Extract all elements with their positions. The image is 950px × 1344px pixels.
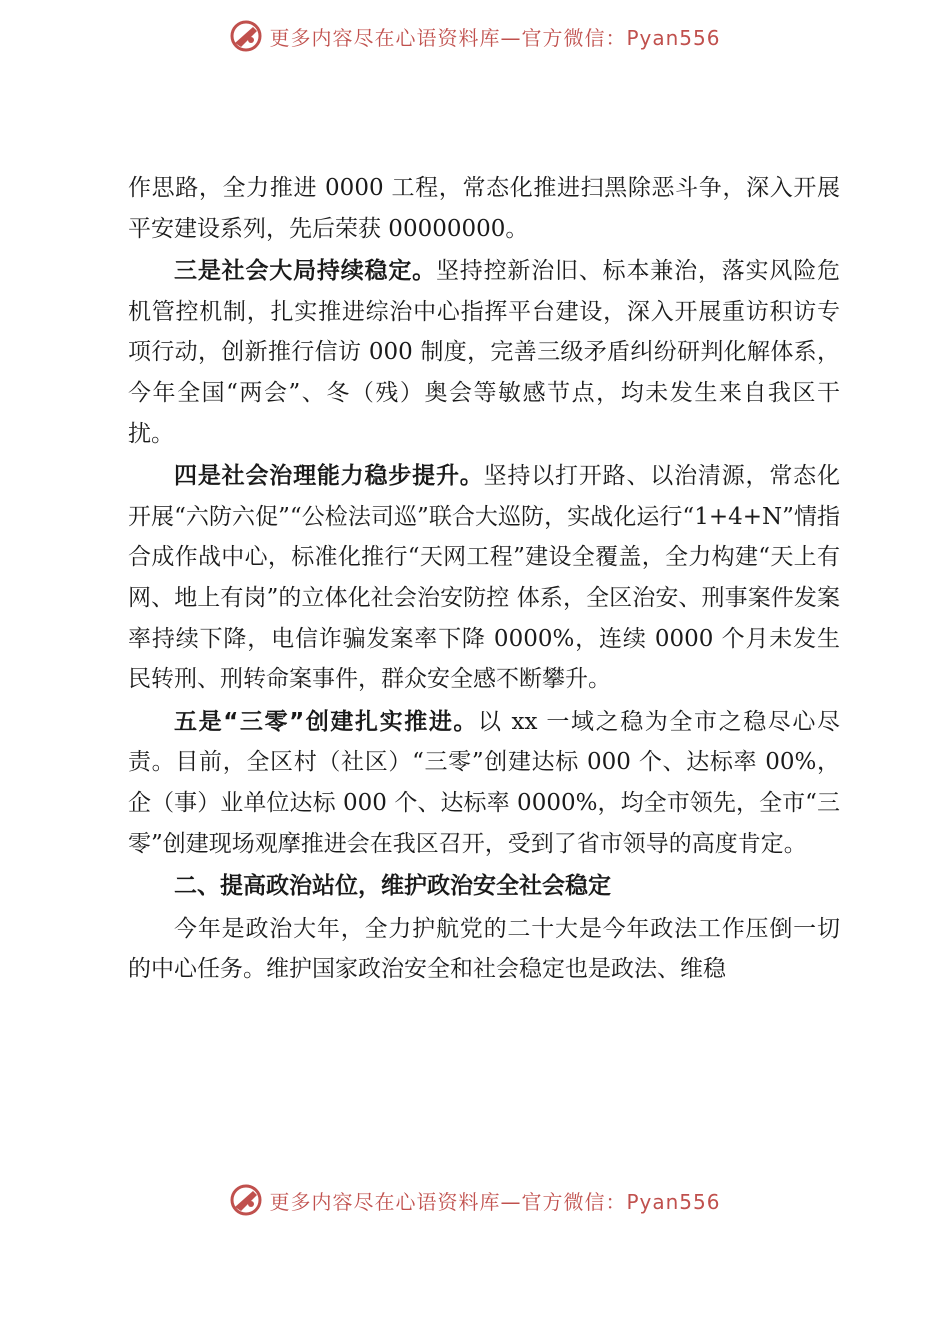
paragraph-body: 坚持控新治旧、标本兼治，落实风险危机管控机制，扎实推进综治中心指挥平台建设，深入开展重访积访专项行动，创新推行信访 000 制度，完善三级矛盾纠纷研判化解体系，今年全国“两会”、冬（残）奥会等敏感节点，均未发生来自我区干扰。 xyxy=(128,258,841,447)
header-watermark-text: 更多内容尽在心语资料库—官方微信：Pyan556 xyxy=(269,25,721,50)
footer-watermark xyxy=(0,1180,950,1220)
red-circle-logo-icon xyxy=(229,1183,263,1217)
red-circle-logo-icon xyxy=(229,19,263,53)
paragraph-three-zero xyxy=(128,702,840,864)
paragraph-lead: 五是“三零”创建扎实推进。 xyxy=(174,708,479,735)
paragraph-lead: 三是社会大局持续稳定。 xyxy=(174,258,436,285)
paragraph-social-stability xyxy=(128,251,840,454)
document-body xyxy=(128,168,840,992)
section-heading: 二、提高政治站位，维护政治安全社会稳定 xyxy=(174,873,611,900)
paragraph-governance xyxy=(128,456,840,700)
footer-watermark-text: 更多内容尽在心语资料库—官方微信：Pyan556 xyxy=(269,1189,721,1214)
paragraph-body: 以 xx 一域之稳为全市之稳尽心尽责。目前，全区村（社区）“三零”创建达标 000 个、达标率 00%，企（事）业单位达标 000 个、达标率 0000%，均全市领先，全市“三零”创建现场观摩推进会在我区召开，受到了省市领导的高度肯定。 xyxy=(128,708,840,857)
header-watermark xyxy=(0,16,950,56)
paragraph-lead: 四是社会治理能力稳步提升。 xyxy=(174,463,484,490)
paragraph-continued: 作思路，全力推进 0000 工程，常态化推进扫黑除恶斗争，深入开展平安建设系列，先后荣获 00000000。 xyxy=(128,175,840,242)
paragraph-body: 坚持以打开路、以治清源，常态化开展“六防六促”“公检法司巡”联合大巡防，实战化运行“1+4+N”情指合成作战中心，标准化推行“天网工程”建设全覆盖，全力构建“天上有网、地上有岗”的立体化社会治安防控 体系，全区治安、刑事案件发案率持续下降，电信诈骗发案率下降 0000%，连续 0000 个月未发生民转刑、刑转命案事件，群众安全感不断攀升。 xyxy=(128,463,841,693)
paragraph-political-year: 今年是政治大年，全力护航党的二十大是今年政法工作压倒一切的中心任务。维护国家政治安全和社会稳定也是政法、维稳 xyxy=(128,915,840,983)
